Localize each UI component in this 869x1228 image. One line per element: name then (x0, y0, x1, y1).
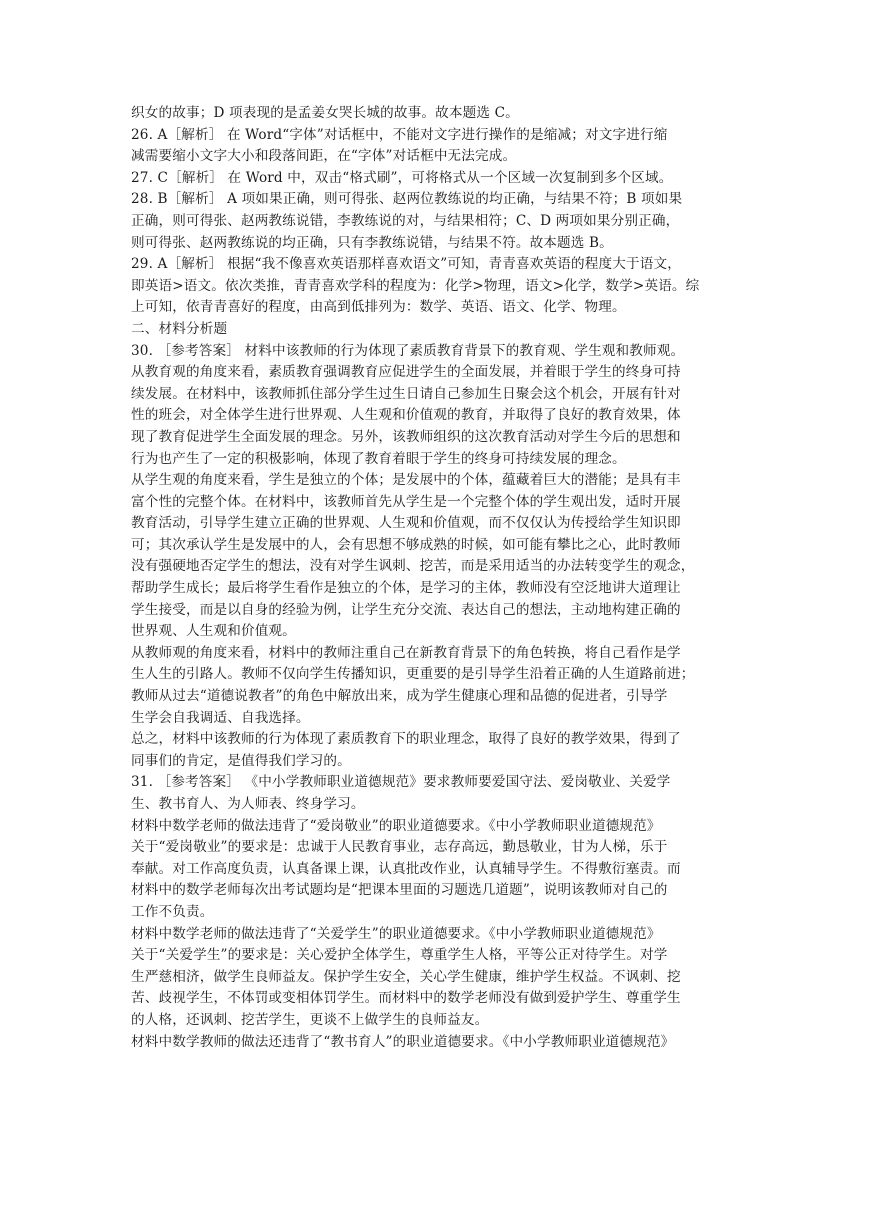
text-line: 续发展。在材料中，该教师抓住部分学生过生日请自己参加生日聚会这个机会，开展有针对 (131, 385, 681, 402)
text-line: 材料中数学老师的做法违背了“关爱学生”的职业道德要求。《中小学教师职业道德规范》 (131, 925, 661, 942)
text-line: 学生接受，而是以自身的经验为例，让学生充分交流、表达自己的想法，主动地构建正确的 (131, 601, 681, 618)
text-line: 28. B［解析］ A 项如果正确，则可得张、赵两位教练说的均正确，与结果不符；B 项如果 (131, 191, 683, 208)
text-line: 可；其次承认学生是发展中的人，会有思想不够成熟的时候，如可能有攀比之心，此时教师 (131, 536, 681, 553)
text-line: 奉献。对工作高度负责，认真备课上课，认真批改作业，认真辅导学生。不得敷衍塞责。而 (131, 860, 681, 877)
text-line: 现了教育促进学生全面发展的理念。另外，该教师组织的这次教育活动对学生今后的思想和 (131, 428, 681, 445)
text-line: 的人格，还讽刺、挖苦学生，更谈不上做学生的良师益友。 (131, 1011, 489, 1028)
text-line: 富个性的完整个体。在材料中，该教师首先从学生是一个完整个体的学生观出发，适时开展 (131, 493, 681, 510)
text-line: 从教育观的角度来看，素质教育强调教育应促进学生的全面发展，并着眼于学生的终身可持 (131, 364, 681, 381)
text-line: 从学生观的角度来看，学生是独立的个体；是发展中的个体，蕴藏着巨大的潜能；是具有丰 (131, 472, 681, 489)
text-line: 27. C［解析］ 在 Word 中，双击“格式刷”，可将格式从一个区域一次复制到多个区域。 (131, 169, 673, 186)
text-line: 29. A［解析］ 根据“我不像喜欢英语那样喜欢语文”可知，青青喜欢英语的程度大于语文， (131, 256, 681, 273)
text-line: 则可得张、赵两教练说的均正确，只有李教练说错，与结果不符。故本题选 B。 (131, 234, 613, 251)
text-line: 30. ［参考答案］ 材料中该教师的行为体现了素质教育背景下的教育观、学生观和教师观。 (131, 342, 685, 359)
text-line: 同事们的肯定，是值得我们学习的。 (131, 752, 351, 769)
text-line: 从教师观的角度来看，材料中的教师注重自己在新教育背景下的角色转换，将自己看作是学 (131, 644, 681, 661)
text-line: 总之，材料中该教师的行为体现了素质教育下的职业理念，取得了良好的教学效果，得到了 (131, 731, 681, 748)
text-line: 苦、歧视学生，不体罚或变相体罚学生。而材料中的数学老师没有做到爱护学生、尊重学生 (131, 990, 681, 1007)
text-line: 26. A［解析］ 在 Word“字体”对话框中，不能对文字进行操作的是缩减；对文字进行缩 (131, 126, 668, 143)
text-line: 生、教书育人、为人师表、终身学习。 (131, 796, 365, 812)
text-line: 上可知，依青青喜好的程度，由高到低排列为：数学、英语、语文、化学、物理。 (131, 299, 626, 316)
text-line: 教育活动，引导学生建立正确的世界观、人生观和价值观，而不仅仅认为传授给学生知识即 (131, 515, 681, 532)
text-line: 生严慈相济，做学生良师益友。保护学生安全，关心学生健康，维护学生权益。不讽刺、挖 (131, 968, 681, 985)
text-line: 帮助学生成长；最后将学生看作是独立的个体，是学习的主体，教师没有空泛地讲大道理让 (131, 580, 681, 597)
text-line: 即英语>语文。依次类推，青青喜欢学科的程度为：化学>物理，语文>化学，数学>英语。综 (131, 277, 700, 294)
text-line: 世界观、人生观和价值观。 (131, 623, 296, 640)
text-line: 教师从过去“道德说教者”的角色中解放出来，成为学生健康心理和品德的促进者，引导学 (131, 688, 668, 705)
text-line: 性的班会，对全体学生进行世界观、人生观和价值观的教育，并取得了良好的教育效果，体 (131, 407, 681, 424)
text-line: 关于“关爱学生”的要求是：关心爱护全体学生，尊重学生人格，平等公正对待学生。对学 (131, 947, 668, 964)
text-line: 正确，则可得张、赵两教练说错，李教练说的对，与结果相符；C、D 两项如果分别正确， (131, 212, 680, 229)
document-page (131, 103, 741, 1053)
text-line: 没有强硬地否定学生的想法，没有对学生讽刺、挖苦，而是采用适当的办法转变学生的观念， (131, 558, 695, 575)
text-line: 织女的故事；D 项表现的是孟姜女哭长城的故事。故本题选 C。 (131, 105, 519, 121)
text-line: 工作不负责。 (131, 903, 214, 920)
text-line: 材料中数学老师的做法违背了“爱岗敬业”的职业道德要求。《中小学教师职业道德规范》 (131, 817, 661, 834)
text-line: 生学会自我调适、自我选择。 (131, 709, 310, 726)
text-line: 31. ［参考答案］ 《中小学教师职业道德规范》要求教师要爱国守法、爱岗敬业、关爱学 (131, 774, 671, 791)
text-line: 行为也产生了一定的积极影响，体现了教育着眼于学生的终身可持续发展的理念。 (131, 450, 626, 467)
section-heading: 二、材料分析题 (131, 320, 228, 337)
text-line: 生人生的引路人。教师不仅向学生传播知识，更重要的是引导学生沿着正确的人生道路前进； (131, 666, 695, 683)
text-line: 材料中的数学老师每次出考试题均是“把课本里面的习题选几道题”，说明该教师对自己的 (131, 882, 668, 899)
text-line: 减需要缩小文字大小和段落间距，在“字体”对话框中无法完成。 (131, 148, 517, 165)
text-line: 材料中数学教师的做法还违背了“教书育人”的职业道德要求。《中小学教师职业道德规范》 (131, 1033, 675, 1050)
text-line: 关于“爱岗敬业”的要求是：忠诚于人民教育事业，志存高远，勤恳敬业，甘为人梯，乐于 (131, 839, 668, 856)
